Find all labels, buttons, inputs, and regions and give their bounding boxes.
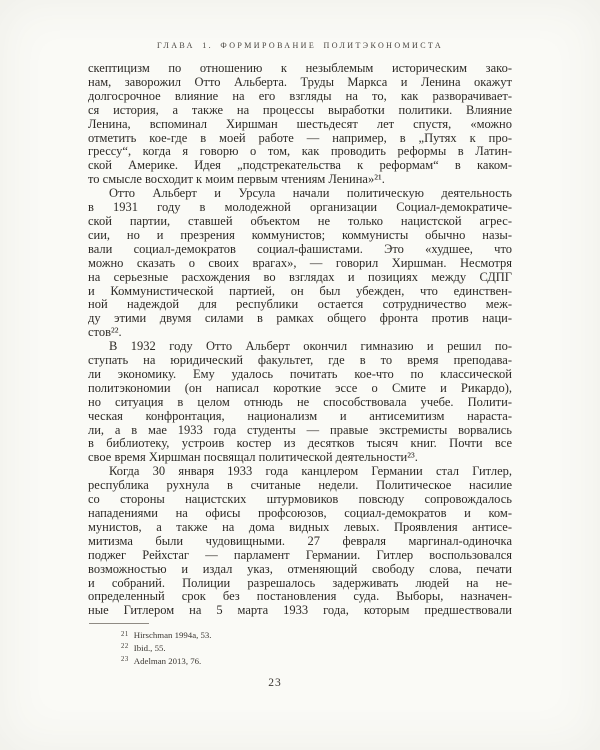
text-line: возможностью и издал указ, отменяющий свободу слова, печати [88,561,512,576]
text-line: ступать на юридический факультет, где в то время преподава- [88,353,512,368]
footnote [88,656,512,669]
text-line: ной надеждой для республики остается сотрудничество меж- [88,297,512,312]
text-line: свое время Хиршман посвящал политической деятельности²³. [88,450,418,465]
footnote-marker: 22 [121,643,129,651]
text-line: нападениями на офисы профсоюзов, социал-демократов и ком- [88,506,512,520]
text-line: Когда 30 января 1933 года канцлером Германии стал Гитлер, [109,464,512,479]
footnote-text: Ibid., 55. [133,642,166,653]
text-line: поджег Рейхстаг — парламент Германии. Гитлер воспользовался [88,547,512,562]
page-number: 23 [268,677,282,689]
text-line: ся история, а также на процессы выработки политики. Влияние [88,102,512,117]
text-line: республика рухнула в считаные недели. Политическое насилие [88,478,512,493]
text-line: долгосрочное влияние на его взгляды на то, как разворачивает- [88,88,512,103]
text-line: мунистов, а также на дома видных левых. Проявления антисе- [88,519,512,534]
text-line: ли, а в мае 1933 года студенты — правые экстремисты ворвались [88,422,512,437]
text-line: ли экономику. Ему удалось почитать кое-что по классической [88,366,512,381]
text-line: и собраний. Полиции разрешалось задерживать людей на не- [88,575,512,590]
text-line: политэкономии (он написал короткие эссе о Смите и Рикардо), [88,380,512,395]
text-line: В 1932 году Отто Альберт окончил гимназию и решил по- [109,339,512,354]
footnote-text: Hirschman 1994a, 53. [133,630,212,640]
text-line: определенный срок без постановления суда. Выборы, назначен- [88,589,512,604]
text-line: в 1931 году в молодежной организации Социал-демократиче- [88,200,512,215]
footnote-marker: 23 [121,656,129,664]
text-line: ду этими двумя силами в рамках общего фронта против наци- [88,311,512,326]
text-line: стов²². [88,325,122,340]
text-line: со стороны нацистских штурмовиков повсюду сопровождалось [88,492,512,507]
footnote [88,643,512,656]
text-line: в библиотеку, устроив костер из десятков тысяч книг. Почти все [88,436,512,451]
footnote-marker: 21 [121,630,129,638]
text-line: ской партии, ставшей объектом не только нацистской агрес- [88,213,512,228]
text-line: ской Америке. Идея „подстрекательства к реформам“ в каком- [88,158,512,173]
text-line: сии, но и презрения коммунистов; коммунисты обычно назы- [88,227,512,242]
text-line: то смысле восходит к моим первым чтениям Ленина»²¹. [88,172,385,187]
text-line: скептицизм по отношению к незыблемым историческим зако- [88,61,512,75]
text-line: ные Гитлером на 5 марта 1933 года, которым предшествовали [88,603,512,618]
footnote-separator [89,623,149,624]
running-header: ГЛАВА 1. ФОРМИРОВАНИЕ ПОЛИТЭКОНОМИСТА [156,41,444,50]
text-line: отметить кое-где в моей работе — например, в „Путях к про- [88,130,512,145]
text-line: митизма были чудовищными. 27 февраля маргинал-одиночка [88,533,512,548]
footnote-text: Adelman 2013, 76. [133,655,202,666]
text-line: но ситуация в целом отнюдь не способствовала учебе. Полити- [88,394,512,409]
text-line: ческая конфронтация, национализм и антисемитизм нараста- [88,408,512,423]
footnotes [88,630,512,668]
text-line: Отто Альберт и Урсула начали политическую деятельность [109,186,512,201]
text-line: на серьезные расхождения во взглядах и позициях между СДПГ [88,269,512,284]
text-line: грессу“, когда я говорю о том, как проводить реформы в Латин- [88,144,512,159]
text-line: и Коммунистической партией, он был убежден, что единствен- [88,283,512,298]
text-line: вали социал-демократов социал-фашистами. Это «худшее, что [88,241,512,256]
footnote [88,630,512,643]
text-line: Ленина, вспоминал Хиршман шестьдесят лет спустя, «можно [88,116,512,131]
text-line: нам, заворожил Отто Альберта. Труды Маркса и Ленина окажут [88,74,512,89]
text-line: можно сказать о своих врагах», — говорил Хиршман. Несмотря [88,255,512,270]
body-text [88,62,512,618]
